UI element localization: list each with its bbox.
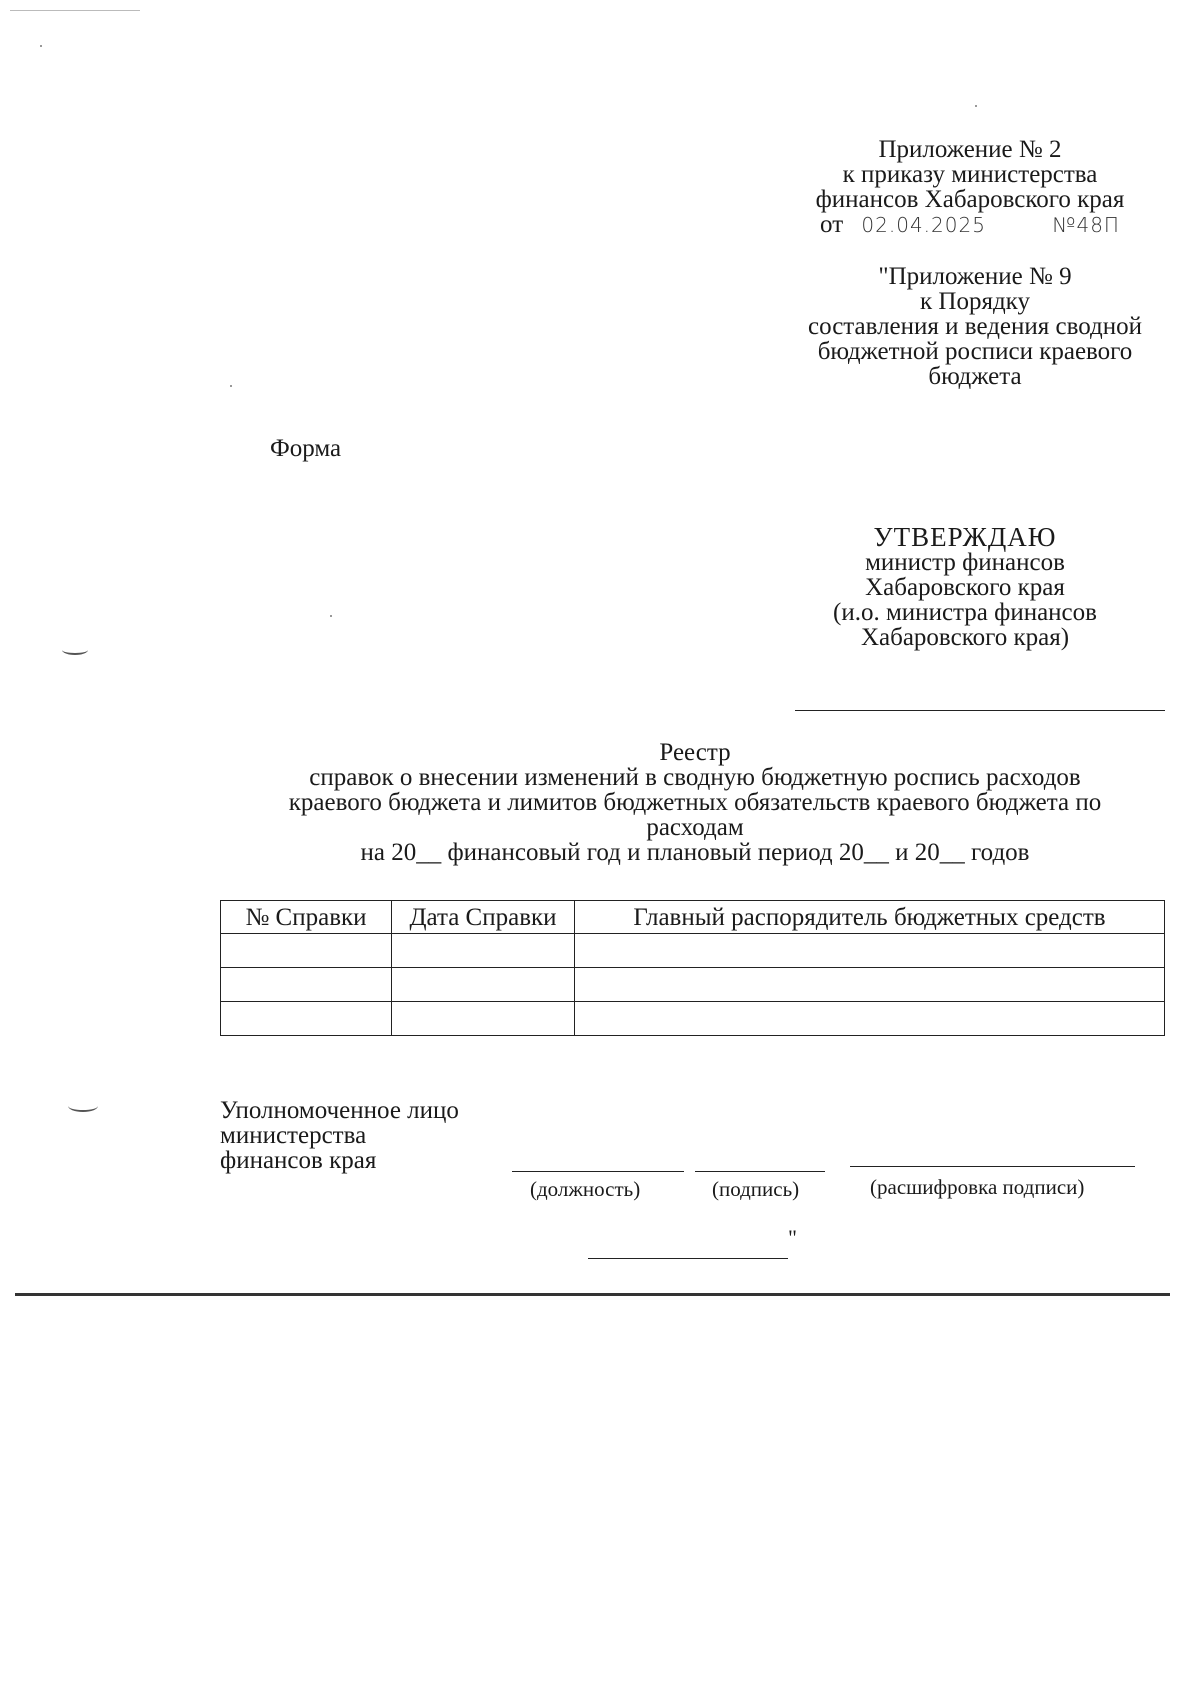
signature-line [695,1171,825,1172]
column-header-number: № Справки [221,901,392,934]
registry-line-3: краевого бюджета и лимитов бюджетных обязательств краевого бюджета по [288,789,1102,816]
approval-line-2: Хабаровского края [865,574,1065,601]
approval-signature-line [795,710,1165,711]
handwritten-date: 02.04.2025 [861,213,986,237]
table-row [221,1002,1165,1036]
authorized-person-block [220,1098,459,1173]
form-label: Форма [270,435,342,462]
registry-period-line: на 20__ финансовый год и плановый период 20__ и 20__ годов [360,839,1030,866]
table-row [221,968,1165,1002]
approval-line-3: (и.о. министра финансов [833,599,1097,626]
appendix-9-line-2: к Порядку [920,288,1030,315]
approval-line-4: Хабаровского края) [860,624,1070,651]
appendix-9-line-3: составления и ведения сводной [807,313,1143,340]
appendix-9-line-5: бюджета [928,363,1022,390]
table-cell[interactable] [221,1002,392,1036]
scan-edge-line [10,10,140,11]
appendix-2-order-line: к приказу министерства [842,161,1098,188]
appendix-9-header [765,264,1185,389]
handwritten-number: №48П [1052,213,1120,237]
scan-dot [230,385,232,387]
table-cell[interactable] [392,968,575,1002]
closing-quote: " [788,1225,797,1250]
table-cell[interactable] [392,934,575,968]
registry-line-2: справок о внесении изменений в сводную бюджетную роспись расходов [309,764,1081,791]
authorized-line-1: Уполномоченное лицо [220,1097,459,1124]
column-header-date: Дата Справки [392,901,575,934]
page-divider [15,1293,1170,1296]
position-line [512,1171,684,1172]
decoding-caption: (расшифровка подписи) [870,1175,1085,1199]
table-cell[interactable] [575,1002,1165,1036]
table-cell[interactable] [575,968,1165,1002]
scan-mark-2 [68,1100,98,1112]
registry-line-4: расходам [646,814,744,841]
scan-mark-1 [62,645,88,655]
approval-block [790,522,1140,651]
position-caption: (должность) [530,1177,641,1201]
column-header-budget-manager: Главный распорядитель бюджетных средств [575,901,1165,934]
appendix-2-ministry-line: финансов Хабаровского края [815,186,1125,213]
appendix-2-header [775,137,1165,238]
signature-caption: (подпись) [712,1177,800,1201]
table-cell[interactable] [575,934,1165,968]
scan-dot [975,105,977,107]
registry-table [220,900,1165,1036]
approval-title: УТВЕРЖДАЮ [873,522,1057,552]
scan-dot [330,615,332,617]
appendix-9-line-4: бюджетной росписи краевого [817,338,1133,365]
authorized-line-3: финансов края [220,1147,377,1174]
appendix-2-title: Приложение № 2 [878,136,1062,163]
table-cell[interactable] [221,968,392,1002]
registry-title [190,740,1200,865]
table-header-row [221,901,1165,934]
closing-line [588,1258,788,1259]
from-label: от [820,211,844,238]
authorized-line-2: министерства [220,1122,367,1149]
table-row [221,934,1165,968]
table-cell[interactable] [221,934,392,968]
decoding-line [850,1166,1135,1167]
registry-heading: Реестр [659,739,731,766]
scan-dot [40,45,42,47]
table-cell[interactable] [392,1002,575,1036]
appendix-2-date-line [775,212,1165,238]
approval-line-1: министр финансов [865,549,1065,576]
appendix-9-title: "Приложение № 9 [878,263,1072,290]
